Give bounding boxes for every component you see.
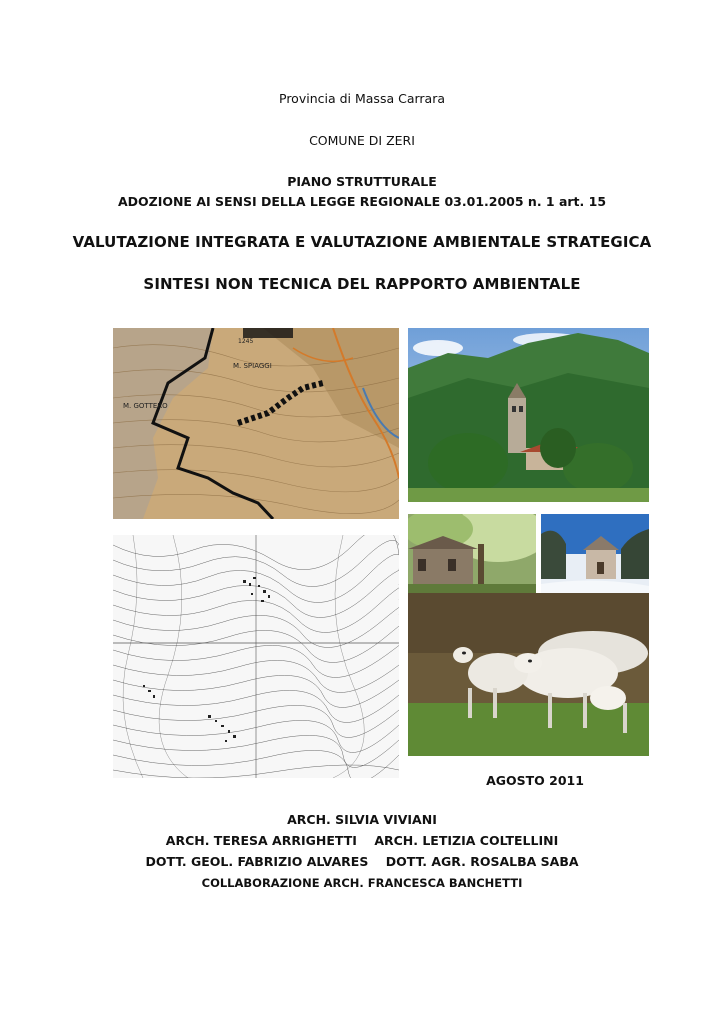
author-coltellini: ARCH. LETIZIA COLTELLINI bbox=[374, 833, 559, 848]
author-arrighetti: ARCH. TERESA ARRIGHETTI bbox=[165, 833, 357, 848]
authors-line-2 bbox=[0, 833, 724, 848]
author-lead: ARCH. SILVIA VIVIANI bbox=[287, 812, 437, 827]
plan-title: PIANO STRUTTURALE bbox=[287, 174, 437, 189]
author-alvares: DOTT. GEOL. FABRIZIO ALVARES bbox=[145, 854, 369, 869]
report-date: AGOSTO 2011 bbox=[486, 773, 584, 788]
province-name: Provincia di Massa Carrara bbox=[279, 91, 445, 106]
adoption-line: ADOZIONE AI SENSI DELLA LEGGE REGIONALE 03.01.2005 n. 1 art. 15 bbox=[117, 194, 607, 209]
main-title: VALUTAZIONE INTEGRATA E VALUTAZIONE AMBIENTALE STRATEGICA bbox=[72, 233, 652, 251]
topographic-map-image bbox=[113, 328, 399, 519]
authors-line-3 bbox=[0, 854, 724, 869]
map-label-spiaggi: M. SPIAGGI bbox=[233, 362, 272, 370]
stone-house-photo bbox=[408, 514, 536, 593]
author-saba: DOTT. AGR. ROSALBA SABA bbox=[385, 854, 579, 869]
contour-map-image bbox=[113, 535, 399, 778]
mountain-village-photo bbox=[408, 328, 649, 502]
comune-name: COMUNE DI ZERI bbox=[309, 133, 415, 148]
map-label-elevation: 1245 bbox=[238, 338, 254, 345]
map-label-gottero: M. GOTTERO bbox=[123, 402, 168, 410]
sub-title: SINTESI NON TECNICA DEL RAPPORTO AMBIENTALE bbox=[143, 275, 581, 293]
sheep-photo bbox=[408, 593, 649, 756]
snowy-church-photo bbox=[541, 514, 649, 602]
collaboration-credit: COLLABORAZIONE ARCH. FRANCESCA BANCHETTI bbox=[201, 876, 523, 890]
